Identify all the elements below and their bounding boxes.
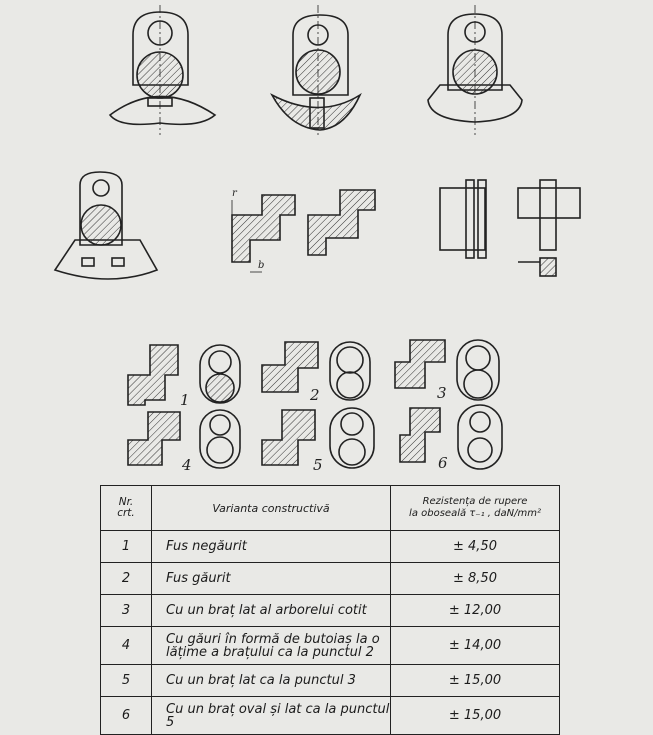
figure-label-1: 1	[180, 391, 190, 409]
table-row: 3 Cu un braț lat al arborelui cotit ± 12,00	[101, 595, 560, 627]
header-nr: Nr. crt.	[101, 486, 152, 531]
dim-radius-label: r	[232, 188, 237, 199]
header-resistance: Rezistența de rupere la oboseală τ₋₁ , daN/mm²	[391, 486, 560, 531]
fatigue-strength-table	[100, 485, 560, 735]
web-side-view	[440, 180, 580, 276]
crank-view-4	[55, 172, 157, 279]
variant-3	[395, 340, 499, 400]
crank-view-3	[428, 5, 522, 135]
figure-label-3: 3	[437, 384, 447, 402]
figure-label-2: 2	[310, 386, 320, 404]
figure-label-4: 4	[182, 456, 192, 474]
crank-view-2	[272, 5, 360, 135]
crank-view-1	[110, 5, 215, 135]
variant-6	[400, 405, 502, 469]
table-row: 4 Cu găuri în formă de butoiaș la o lățime a brațului ca la punctul 2 ± 14,00	[101, 627, 560, 665]
figure-label-6: 6	[438, 454, 448, 472]
table-row: 1 Fus negăurit ± 4,50	[101, 531, 560, 563]
table-row: 5 Cu un braț lat ca la punctul 3 ± 15,00	[101, 665, 560, 697]
journal-section-right	[308, 190, 375, 255]
header-variant: Varianta constructivă	[152, 486, 391, 531]
table-row: 6 Cu un braț oval și lat ca la punctul 5 ± 15,00	[101, 697, 560, 735]
table-row: 2 Fus găurit ± 8,50	[101, 563, 560, 595]
dim-width-label: b	[258, 260, 265, 271]
table-header-row	[101, 486, 560, 531]
figure-label-5: 5	[313, 456, 323, 474]
